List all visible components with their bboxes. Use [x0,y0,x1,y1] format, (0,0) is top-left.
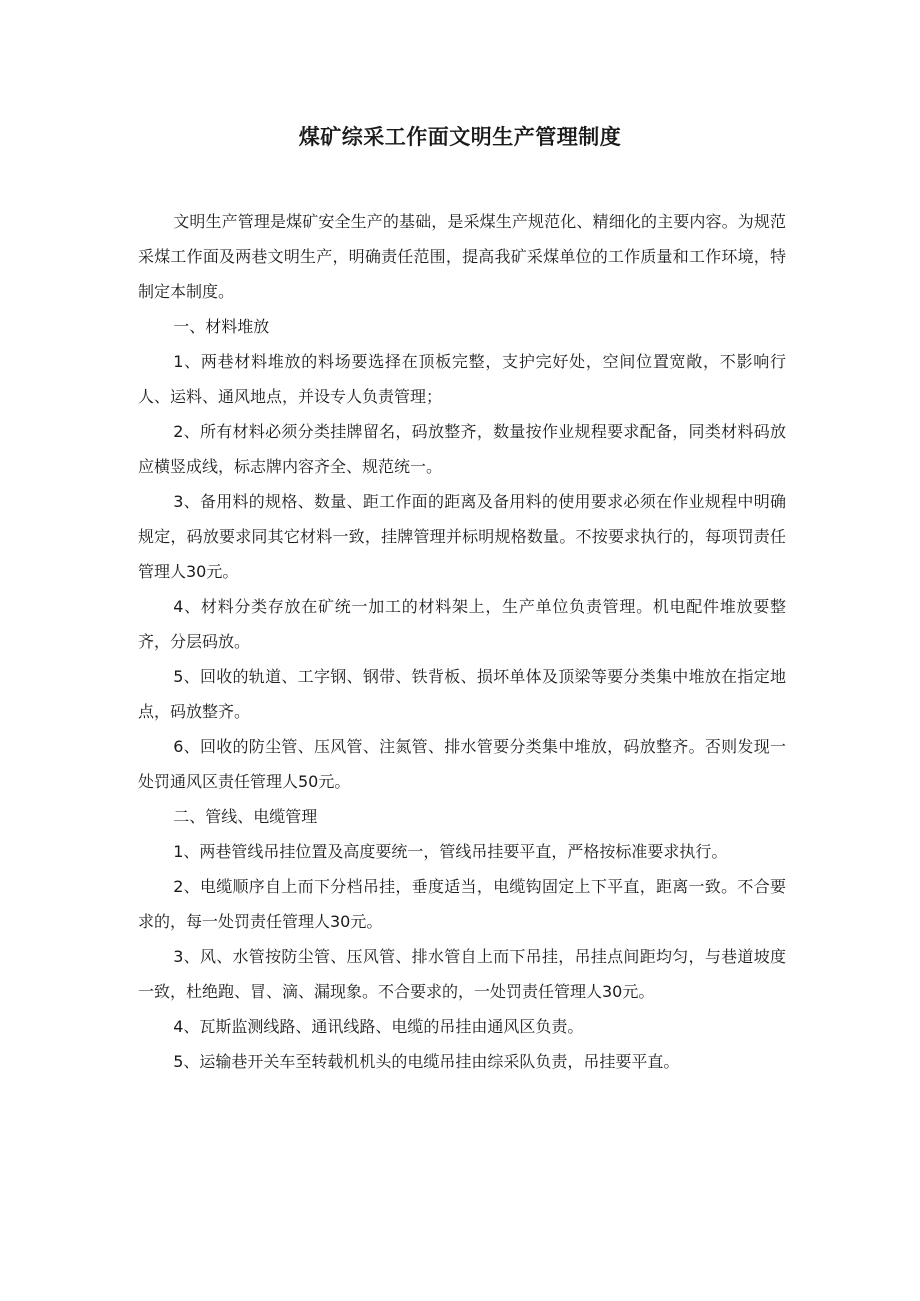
document-body [138,204,786,1079]
list-item: 5、回收的轨道、工字钢、钢带、铁背板、损坏单体及顶梁等要分类集中堆放在指定地点，码放整齐。 [138,667,786,721]
list-item: 4、材料分类存放在矿统一加工的材料架上，生产单位负责管理。机电配件堆放要整齐，分层码放。 [138,597,786,651]
list-item: 2、电缆顺序自上而下分档吊挂，垂度适当，电缆钩固定上下平直，距离一致。不合要求的，每一处罚责任管理人30元。 [138,877,786,931]
list-item: 2、所有材料必须分类挂牌留名，码放整齐，数量按作业规程要求配备，同类材料码放应横竖成线，标志牌内容齐全、规范统一。 [138,422,786,476]
list-item: 4、瓦斯监测线路、通讯线路、电缆的吊挂由通风区负责。 [173,1017,584,1036]
list-item: 6、回收的防尘管、压风管、注氮管、排水管要分类集中堆放，码放整齐。否则发现一处罚通风区责任管理人50元。 [138,737,786,791]
section-heading-cables: 二、管线、电缆管理 [173,807,318,826]
list-item: 1、两巷材料堆放的料场要选择在顶板完整，支护完好处，空间位置宽敞，不影响行人、运料、通风地点，并设专人负责管理； [138,352,786,406]
section-heading-materials: 一、材料堆放 [173,317,270,336]
list-item: 3、备用料的规格、数量、距工作面的距离及备用料的使用要求必须在作业规程中明确规定，码放要求同其它材料一致，挂牌管理并标明规格数量。不按要求执行的，每项罚责任管理人30元。 [138,492,786,581]
list-item: 5、运输巷开关车至转载机机头的电缆吊挂由综采队负责，吊挂要平直。 [173,1052,680,1071]
document-title: 煤矿综采工作面文明生产管理制度 [298,125,622,149]
intro-paragraph: 文明生产管理是煤矿安全生产的基础，是采煤生产规范化、精细化的主要内容。为规范采煤工作面及两巷文明生产，明确责任范围，提高我矿采煤单位的工作质量和工作环境，特制定本制度。 [138,212,786,301]
list-item: 1、两巷管线吊挂位置及高度要统一，管线吊挂要平直，严格按标准要求执行。 [173,842,728,861]
list-item: 3、风、水管按防尘管、压风管、排水管自上而下吊挂，吊挂点间距均匀，与巷道坡度一致，杜绝跑、冒、滴、漏现象。不合要求的，一处罚责任管理人30元。 [138,947,786,1001]
